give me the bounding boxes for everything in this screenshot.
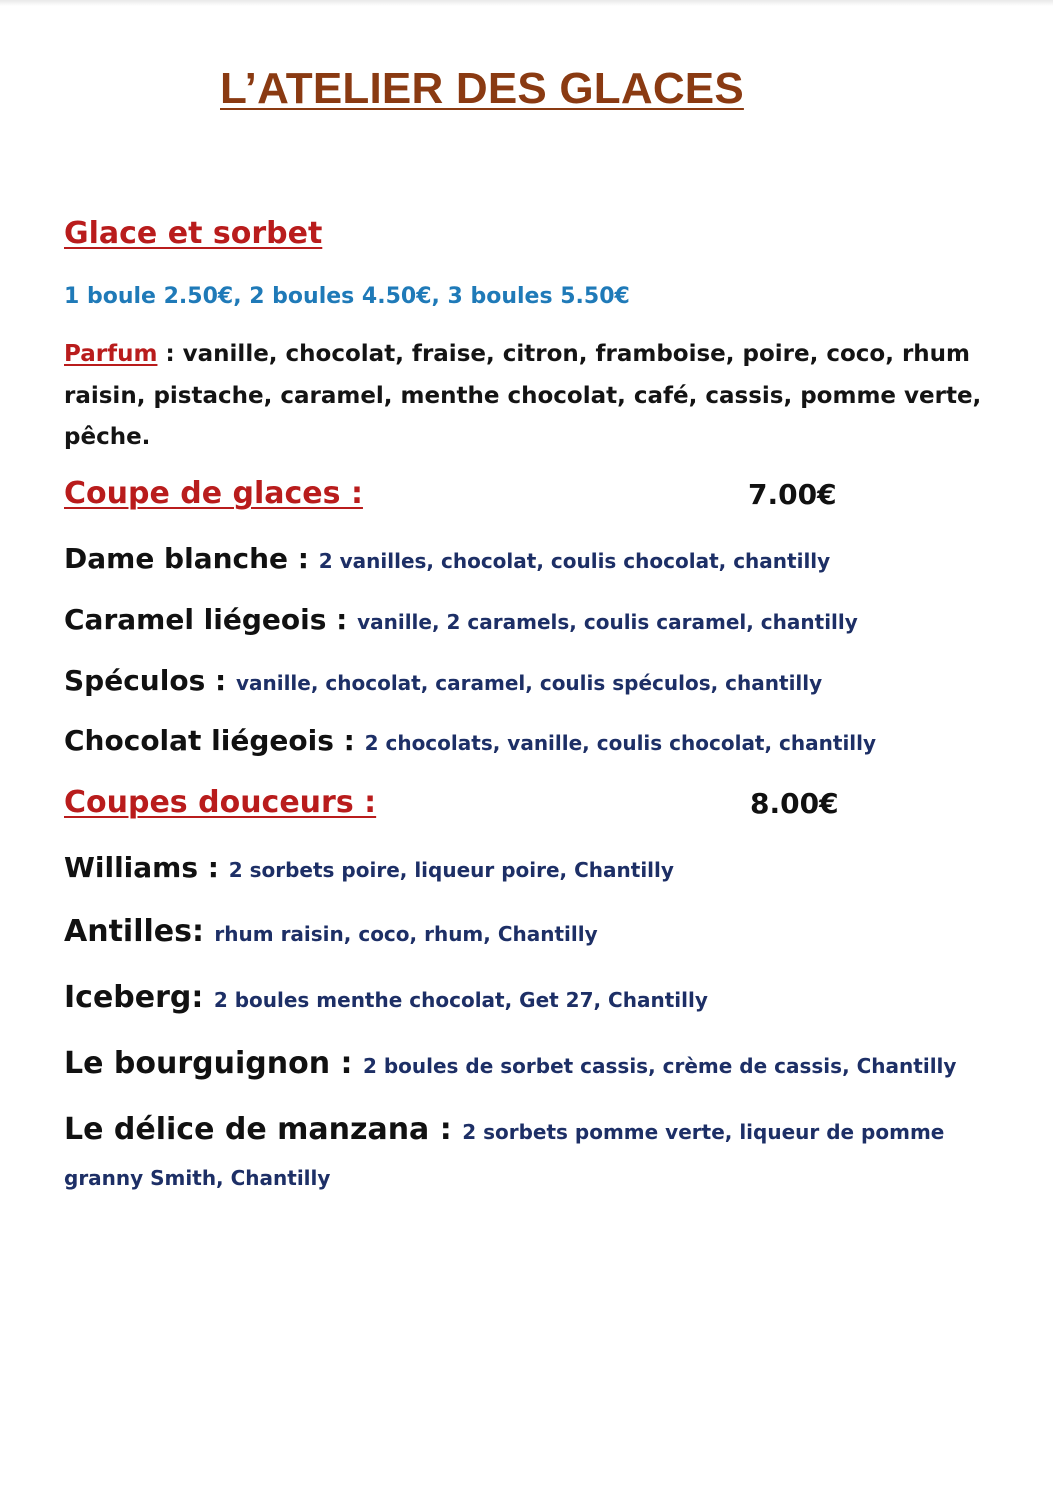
menu-item	[64, 603, 1024, 636]
menu-item	[64, 724, 1024, 757]
flavours-list	[64, 334, 1014, 459]
item-name: Williams :	[64, 851, 229, 884]
item-description: 2 vanilles, chocolat, coulis chocolat, chantilly	[318, 549, 831, 573]
item-description: 2 chocolats, vanille, coulis chocolat, chantilly	[364, 731, 877, 755]
item-name: Chocolat liégeois :	[64, 724, 365, 757]
item-name: Caramel liégeois :	[64, 603, 358, 636]
item-name: Le délice de manzana :	[64, 1112, 463, 1147]
scoop-prices: 1 boule 2.50€, 2 boules 4.50€, 3 boules 5.50€	[64, 284, 630, 309]
menu-item	[64, 851, 1024, 884]
section-heading-coupes-douceurs: Coupes douceurs :	[64, 785, 377, 820]
coupe-glaces-price: 7.00€	[748, 478, 837, 511]
menu-item	[64, 980, 1024, 1015]
section-heading-coupe-glaces: Coupe de glaces :	[64, 476, 363, 511]
menu-item	[64, 542, 1024, 575]
coupes-douceurs-price: 8.00€	[750, 787, 839, 820]
menu-item	[64, 664, 1024, 697]
section-heading-glace-sorbet: Glace et sorbet	[64, 216, 323, 251]
item-description: 2 boules de sorbet cassis, crème de cassis, Chantilly	[362, 1054, 957, 1078]
item-description: 2 sorbets poire, liqueur poire, Chantilly	[228, 858, 674, 882]
page-title: L’ATELIER DES GLACES	[220, 64, 744, 113]
item-name: Dame blanche :	[64, 542, 319, 575]
top-edge-shadow	[0, 0, 1053, 6]
menu-item	[64, 1046, 1024, 1081]
item-description: vanille, 2 caramels, coulis caramel, chantilly	[357, 610, 858, 634]
item-name: Spéculos :	[64, 664, 236, 697]
item-description: 2 boules menthe chocolat, Get 27, Chantilly	[213, 988, 708, 1012]
item-description: rhum raisin, coco, rhum, Chantilly	[214, 922, 598, 946]
item-name: Le bourguignon :	[64, 1046, 363, 1081]
item-description: vanille, chocolat, caramel, coulis spéculos, chantilly	[235, 671, 823, 695]
menu-item	[64, 914, 1024, 949]
item-name: Antilles:	[64, 914, 215, 949]
item-description: 2 sorbets pomme verte, liqueur de pomme granny Smith, Chantilly	[64, 1120, 945, 1190]
item-name: Iceberg:	[64, 980, 214, 1015]
menu-item	[64, 1108, 954, 1202]
flavours-text: : vanille, chocolat, fraise, citron, framboise, poire, coco, rhum raisin, pistache, caramel, menthe chocolat, café, cassis, pomme verte, pêche.	[64, 341, 982, 450]
flavours-label: Parfum	[64, 341, 158, 367]
